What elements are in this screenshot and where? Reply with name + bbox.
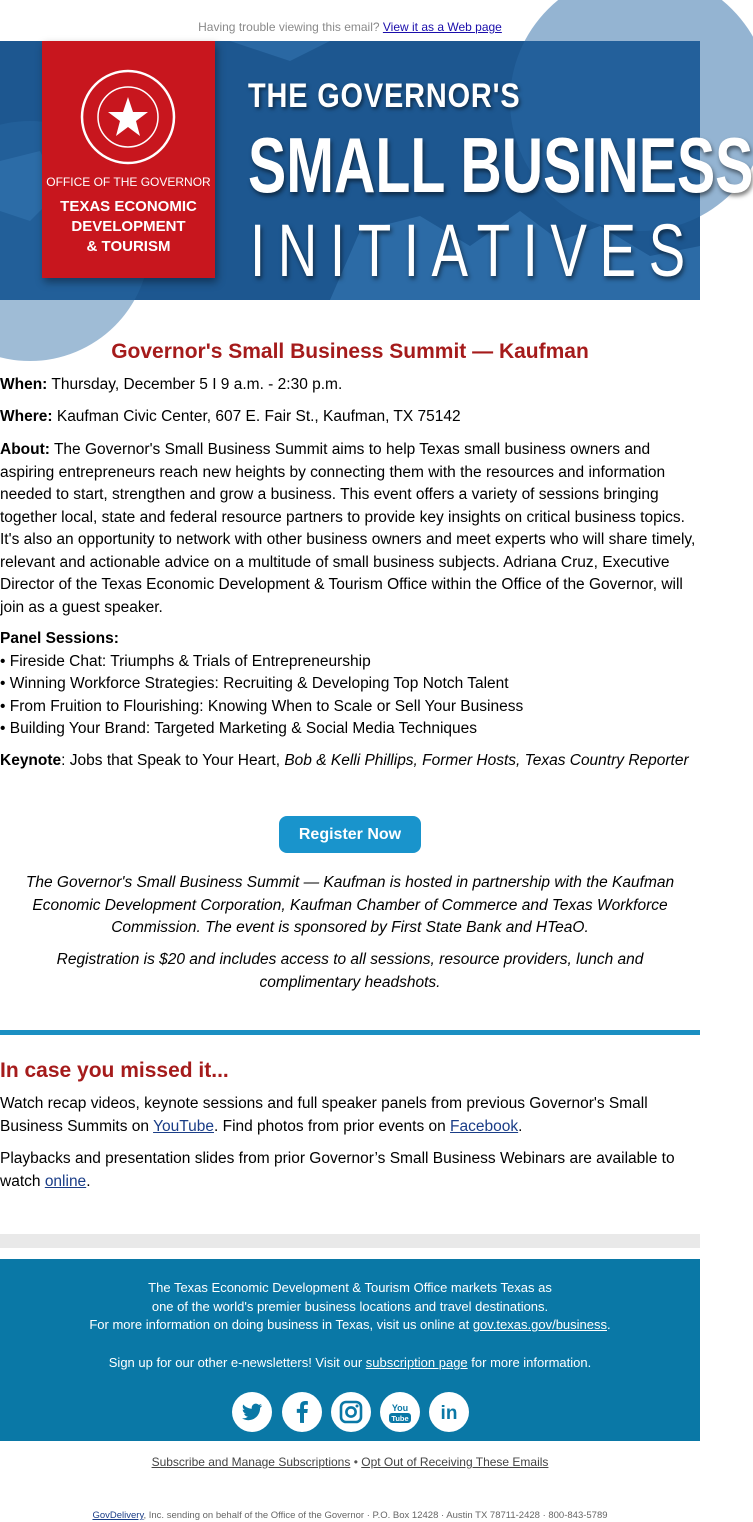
when-label: When: xyxy=(0,376,48,393)
subscription-page-link[interactable]: subscription page xyxy=(365,1355,468,1370)
footer-line-3-text: For more information on doing business in Texas, visit us online at xyxy=(89,1317,473,1332)
manage-subscriptions-link[interactable]: Subscribe and Manage Subscriptions xyxy=(151,1455,351,1469)
missed-paragraph-2 xyxy=(0,1148,700,1193)
header-banner xyxy=(0,41,753,300)
keynote-value: : Jobs that Speak to Your Heart, xyxy=(61,752,285,769)
preheader-text: Having trouble viewing this email? xyxy=(198,20,383,34)
agency-line-3: & TOURISM xyxy=(86,238,171,255)
event-title: Governor's Small Business Summit — Kaufman xyxy=(111,340,589,363)
footer-about xyxy=(0,1279,700,1335)
missed-p2-text-a: Playbacks and presentation slides from prior Governor’s Small Business Webinars are available to watch xyxy=(0,1150,675,1190)
where-value: Kaufman Civic Center, 607 E. Fair St., Kaufman, TX 75142 xyxy=(52,408,461,425)
footer-line-1: The Texas Economic Development & Tourism Office markets Texas as xyxy=(148,1280,552,1295)
footer-spacer xyxy=(0,1234,700,1248)
linkedin-icon[interactable] xyxy=(429,1392,469,1432)
registration-note: Registration is $20 and includes access to all sessions, resource providers, lunch and complimentary headshots. xyxy=(56,951,644,991)
banner-title-line-1: THE GOVERNOR'S xyxy=(248,77,521,115)
register-now-button[interactable]: Register Now xyxy=(279,816,421,853)
about-value: The Governor's Small Business Summit aims to help Texas small business owners and aspiring entrepreneurs reach new heights by connecting them with the resources and information needed to start, strengthen and grow a business. This event offers a variety of sessions bringing together local, state and federal resource partners to provide key insights on critical business topics. It's also an opportunity to network with other business owners and meet experts who will share timely, relevant and actionable advice on a multitude of small business subjects. Adriana Cruz, Executive Director of the Texas Economic Development & Tourism Office within the Office of the Governor, will join as a guest speaker. xyxy=(0,441,696,616)
panel-item: • Winning Workforce Strategies: Recruiting & Developing Top Notch Talent xyxy=(0,675,509,692)
event-about xyxy=(0,439,700,619)
agency-name xyxy=(42,197,215,257)
panel-sessions xyxy=(0,628,700,741)
keynote-speakers: Bob & Kelli Phillips, Former Hosts, Texas Country Reporter xyxy=(284,752,689,769)
event-where xyxy=(0,406,700,429)
opt-out-link[interactable]: Opt Out of Receiving These Emails xyxy=(361,1455,549,1469)
missed-p1-text-a: Watch recap videos, keynote sessions and full speaker panels from previous Governor's Small Business Summits on xyxy=(0,1095,648,1135)
agency-line-1: TEXAS ECONOMIC xyxy=(60,198,197,215)
about-label: About: xyxy=(0,441,50,458)
youtube-glyph-bottom: Tube xyxy=(391,1414,409,1423)
panel-item: • From Fruition to Flourishing: Knowing When to Scale or Sell Your Business xyxy=(0,697,524,715)
youtube-icon[interactable] xyxy=(380,1392,420,1432)
partnership-note: The Governor's Small Business Summit — Kaufman is hosted in partnership with the Kaufman Economic Development Corporation, Kaufman Chamber of Commerce and Texas Workforce Commission. The event is sponsored by First State Bank and HTeaO. xyxy=(25,874,675,936)
keynote xyxy=(0,750,700,773)
agency-line-2: DEVELOPMENT xyxy=(71,218,186,235)
banner-title-line-3: INITIATIVES xyxy=(250,209,698,292)
section-divider xyxy=(0,1030,700,1035)
missed-p1-text-b: . Find photos from prior events on xyxy=(213,1117,451,1135)
signup-text-end: for more information. xyxy=(467,1355,592,1370)
linkedin-glyph: in xyxy=(440,1403,458,1424)
govdelivery-link[interactable]: GovDelivery xyxy=(92,1510,144,1521)
missed-p1-text-c: . xyxy=(518,1117,523,1135)
office-of-governor: OFFICE OF THE GOVERNOR xyxy=(46,175,211,189)
facebook-link[interactable]: Facebook xyxy=(450,1117,519,1135)
where-label: Where: xyxy=(0,408,53,425)
missed-section-title: In case you missed it... xyxy=(0,1059,229,1082)
twitter-icon[interactable] xyxy=(232,1392,272,1432)
business-site-link[interactable]: gov.texas.gov/business xyxy=(472,1317,607,1332)
when-value: Thursday, December 5 I 9 a.m. - 2:30 p.m. xyxy=(47,376,343,393)
texas-seal-icon xyxy=(80,69,176,165)
missed-p2-text-b: . xyxy=(86,1172,91,1190)
footer-line-3 xyxy=(0,1316,700,1335)
footer-signup xyxy=(0,1354,700,1373)
legal-footer xyxy=(0,1510,700,1521)
signup-text: Sign up for our other e-newsletters! Visit our xyxy=(108,1355,366,1370)
youtube-link[interactable]: YouTube xyxy=(153,1117,214,1135)
legal-text: , Inc. sending on behalf of the Office of the Governor · P.O. Box 12428 · Austin TX 78711-2428 · 800-843-5789 xyxy=(143,1510,608,1521)
online-link[interactable]: online xyxy=(44,1172,87,1190)
subscription-links xyxy=(0,1455,700,1469)
panel-item: • Fireside Chat: Triumphs & Trials of Entrepreneurship xyxy=(0,652,371,670)
missed-paragraph-1 xyxy=(0,1093,700,1138)
social-links xyxy=(232,1392,472,1432)
footer-line-3-end: . xyxy=(607,1317,611,1332)
banner-title-line-2: SMALL BUSINESS xyxy=(248,121,753,209)
footer xyxy=(0,1259,700,1441)
event-when xyxy=(0,374,700,397)
panel-label: Panel Sessions: xyxy=(0,630,119,647)
keynote-label: Keynote xyxy=(0,752,62,769)
footer-line-2: one of the world's premier business locations and travel destinations. xyxy=(151,1298,549,1314)
instagram-icon[interactable] xyxy=(331,1392,371,1432)
web-version-link[interactable]: View it as a Web page xyxy=(382,20,502,34)
facebook-icon[interactable] xyxy=(282,1392,322,1432)
youtube-glyph-top: You xyxy=(391,1403,409,1413)
office-badge xyxy=(42,41,215,278)
link-separator: • xyxy=(350,1455,362,1469)
panel-item: • Building Your Brand: Targeted Marketing & Social Media Techniques xyxy=(0,720,478,737)
